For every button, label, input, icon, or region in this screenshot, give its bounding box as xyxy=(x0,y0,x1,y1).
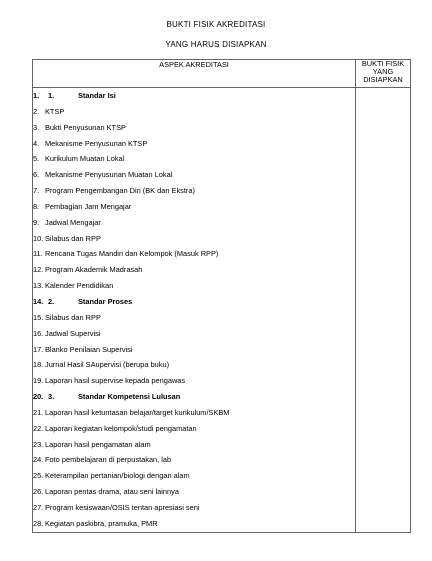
item-number: 14. xyxy=(33,296,44,306)
item-number: 18. xyxy=(33,360,44,370)
list-item xyxy=(33,120,355,136)
section-heading xyxy=(33,389,355,405)
item-text: Jadwal Mengajar xyxy=(45,217,101,227)
item-text: Mekanisme Penyusunan Muatan Lokal xyxy=(45,170,173,180)
bukti-column-empty xyxy=(356,88,411,533)
column-header-bukti-line3: DISIAPKAN xyxy=(363,75,403,84)
section-heading xyxy=(33,294,355,310)
item-number: 2. xyxy=(33,106,40,116)
item-text: Jadwal Supervisi xyxy=(45,328,101,338)
list-item xyxy=(33,199,355,215)
list-item xyxy=(33,484,355,500)
list-item xyxy=(33,326,355,342)
list-item xyxy=(33,231,355,247)
item-text: Jurnal Hasil SAupervisi (berupa buku) xyxy=(45,360,170,370)
list-item xyxy=(33,516,355,532)
item-text: Standar Isi xyxy=(78,91,116,100)
item-number: 17. xyxy=(33,344,44,354)
item-text: Silabus dan RPP xyxy=(45,312,101,322)
list-item xyxy=(33,104,355,120)
list-item xyxy=(33,373,355,389)
list-item xyxy=(33,357,355,373)
table-body-row xyxy=(33,88,411,533)
item-text: Laporan hasil ketuntasan belajar/target kurikulum/SKBM xyxy=(45,407,230,417)
list-item xyxy=(33,183,355,199)
item-text: Program Pengembangan Diri (BK dan Ekstra) xyxy=(45,186,195,196)
column-header-bukti xyxy=(356,60,411,88)
document-subtitle: YANG HARUS DISIAPKAN xyxy=(165,40,267,49)
item-number: 4. xyxy=(33,138,40,148)
accreditation-table xyxy=(32,59,411,533)
item-number: 23. xyxy=(33,439,44,449)
list-item xyxy=(33,421,355,437)
item-number: 24. xyxy=(33,455,44,465)
section-number: 1. xyxy=(48,91,55,100)
item-text: Laporan kegiatan kelompok/studi pengamatan xyxy=(45,423,197,433)
aspek-list xyxy=(33,88,356,533)
list-item xyxy=(33,278,355,294)
item-text: Laporan pentas drama, atau seni lainnya xyxy=(45,487,179,497)
item-number: 26. xyxy=(33,487,44,497)
item-number: 28. xyxy=(33,518,44,528)
list-item xyxy=(33,136,355,152)
item-number: 13. xyxy=(33,281,44,291)
column-header-bukti-line2: YANG xyxy=(372,67,394,76)
item-text: Laporan hasil supervise kepada pengawas xyxy=(45,376,186,386)
list-item xyxy=(33,215,355,231)
item-number: 6. xyxy=(33,170,40,180)
list-item xyxy=(33,262,355,278)
item-text: Pembagian Jam Mengajar xyxy=(45,201,132,211)
list-item xyxy=(33,246,355,262)
item-number: 3. xyxy=(33,122,40,132)
table-header-row xyxy=(33,60,411,88)
item-text: Mekanisme Penyusunan KTSP xyxy=(45,138,148,148)
item-number: 19. xyxy=(33,376,44,386)
list-item xyxy=(33,468,355,484)
section-heading xyxy=(33,88,355,104)
item-text: Silabus dan RPP xyxy=(45,233,101,243)
column-header-bukti-line1: BUKTI FISIK xyxy=(361,59,405,68)
list-item xyxy=(33,151,355,167)
item-number: 12. xyxy=(33,265,44,275)
list-item xyxy=(33,405,355,421)
item-number: 20. xyxy=(33,392,44,402)
item-number: 11. xyxy=(33,249,43,259)
item-number: 9. xyxy=(33,217,40,227)
item-text: Bukti Penyusunan KTSP xyxy=(45,122,126,132)
item-number: 22. xyxy=(33,423,44,433)
item-text: Program kesiswaan/OSIS tentan apresiasi seni xyxy=(45,502,200,512)
item-text: Rencana Tugas Mandiri dan Kelompok (Masuk RPP) xyxy=(45,249,219,259)
item-text: Laporan hasil pengamatan alam xyxy=(45,439,151,449)
list-item xyxy=(33,452,355,468)
item-number: 16. xyxy=(33,328,44,338)
item-text: Program Akademik Madrasah xyxy=(45,265,143,275)
item-number: 5. xyxy=(33,154,40,164)
list-item xyxy=(33,167,355,183)
list-item xyxy=(33,500,355,516)
item-text: Foto pembelajaran di perpustakan, lab xyxy=(45,455,172,465)
list-item xyxy=(33,437,355,453)
item-text: Keterampilan pertanian/biologi dengan alam xyxy=(45,471,190,481)
item-text: Kegiatan paskibra, pramuka, PMR xyxy=(45,518,158,528)
list-item xyxy=(33,342,355,358)
list-item xyxy=(33,310,355,326)
item-number: 7. xyxy=(33,186,40,196)
item-number: 10. xyxy=(33,233,44,243)
item-number: 1. xyxy=(33,91,40,100)
item-number: 21. xyxy=(33,407,44,417)
item-number: 15. xyxy=(33,312,44,322)
section-number: 3. xyxy=(48,392,55,402)
item-text: Kurikulum Muatan Lokal xyxy=(45,154,125,164)
item-number: 25. xyxy=(33,471,44,481)
document-title: BUKTI FISIK AKREDITASI xyxy=(166,20,266,29)
item-text: Standar Kompetensi Lulusan xyxy=(78,392,181,402)
item-text: Blanko Penilaian Supervisi xyxy=(45,344,133,354)
item-text: Standar Proses xyxy=(78,296,133,306)
item-text: KTSP xyxy=(45,106,65,116)
item-text: Kalender Pendidikan xyxy=(45,281,114,291)
section-number: 2. xyxy=(48,296,55,306)
item-number: 27. xyxy=(33,502,44,512)
item-number: 8. xyxy=(33,201,40,211)
column-header-aspek: ASPEK AKREDITASI xyxy=(33,60,356,88)
